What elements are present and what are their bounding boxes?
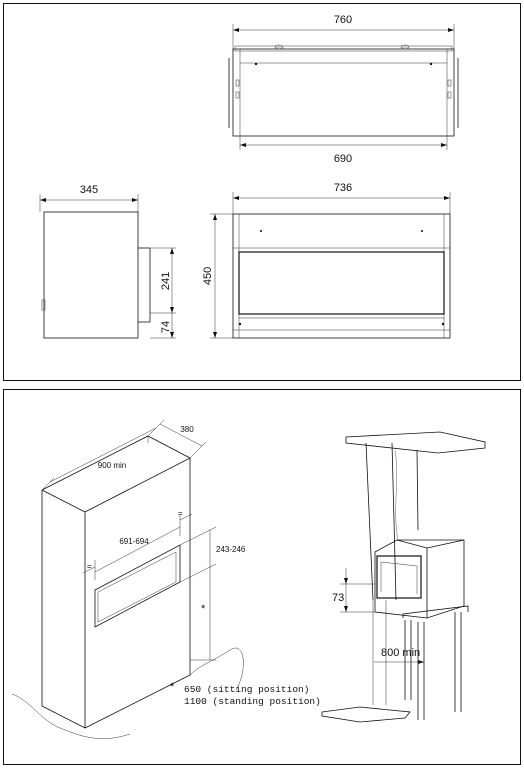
note-asterisk: * (170, 681, 175, 693)
stand-drawing (322, 432, 485, 722)
dim-overall-width: 760 (333, 14, 353, 26)
dim-opening-width: 691-694 (119, 537, 149, 546)
dim-stand-clearance: 800 min (381, 647, 421, 659)
dim-front-height: 450 (202, 266, 214, 286)
side-view-drawing (40, 194, 176, 338)
dim-stand-base-height: 73 (332, 592, 345, 604)
note-standing: 1100 (standing position) (184, 696, 321, 707)
top-view-drawing (229, 24, 458, 150)
dim-wall-width: 900 min (97, 461, 127, 470)
asterisk-mark: * (201, 603, 206, 615)
equal-mark-right: = (178, 509, 183, 518)
dim-opening-height-range: 243-246 (216, 545, 246, 554)
dim-base-height: 74 (160, 320, 172, 334)
dim-depth: 345 (79, 184, 99, 196)
dim-opening-height: 241 (160, 271, 172, 291)
note-sitting: 650 (sitting position) (184, 684, 310, 695)
front-view-drawing (210, 192, 450, 338)
dim-install-depth: 380 (180, 425, 194, 434)
dim-front-width: 736 (333, 182, 353, 194)
equal-mark-left: = (87, 562, 92, 571)
dim-inner-width: 690 (333, 153, 353, 165)
